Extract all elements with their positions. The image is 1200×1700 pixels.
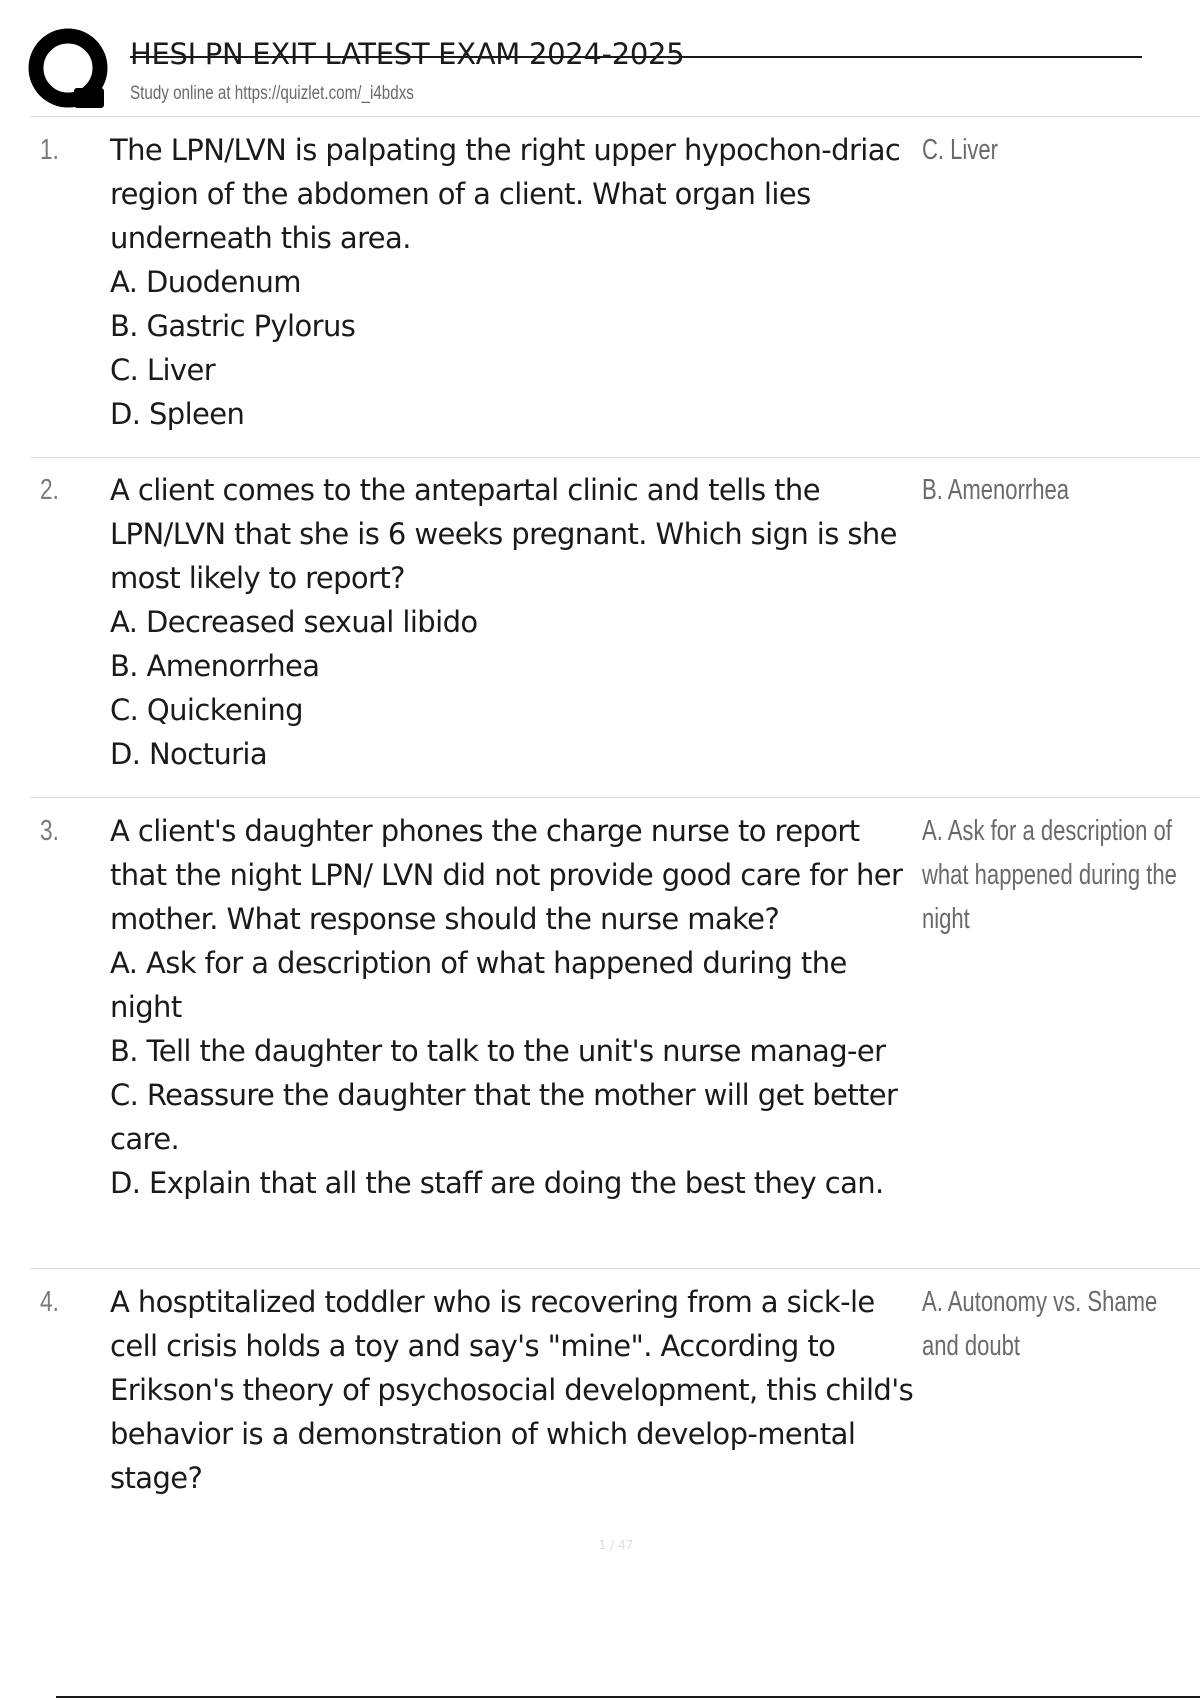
correct-answer: A. Ask for a description of what happened during the night — [922, 815, 1177, 935]
answer-option: A. Ask for a description of what happened during the night — [110, 946, 847, 1024]
answer-option: A. Decreased sexual libido — [110, 605, 478, 639]
question-stem: A client's daughter phones the charge nurse to report that the night LPN/ LVN did not provide good care for her mother. What response should the nurse make? — [110, 814, 903, 936]
question-text — [110, 468, 922, 776]
question-text — [110, 809, 922, 1205]
answer-option: B. Tell the daughter to talk to the unit's nurse manag-er — [110, 1034, 886, 1068]
correct-answer: C. Liver — [922, 134, 998, 166]
answer-option: C. Quickening — [110, 693, 303, 727]
question-stem: A hosptitalized toddler who is recovering from a sick-le cell crisis holds a toy and say's "mine". According to Erikson's theory of psychosocial development, this child's behavior is a demonstration of which develop-mental stage? — [110, 1285, 914, 1495]
answer-option: C. Liver — [110, 353, 216, 387]
quizlet-q-logo-icon — [28, 28, 112, 112]
document-title: HESI PN EXIT LATEST EXAM 2024-2025 — [130, 37, 685, 71]
answer-option: D. Explain that all the staff are doing the best they can. — [110, 1166, 884, 1200]
divider — [30, 457, 1200, 458]
page-number: 1 / 47 — [598, 1538, 634, 1552]
divider — [30, 116, 1200, 117]
question-stem: The LPN/LVN is palpating the right upper hypochon-driac region of the abdomen of a client. What organ lies underneath this area. — [110, 133, 901, 255]
correct-answer: A. Autonomy vs. Shame and doubt — [922, 1286, 1158, 1362]
bottom-rule — [56, 1696, 1200, 1698]
question-number: 4. — [40, 1286, 59, 1318]
answer-option: C. Reassure the daughter that the mother will get better care. — [110, 1078, 898, 1156]
question-number: 1. — [40, 134, 59, 166]
page-header — [28, 28, 1148, 118]
divider — [30, 1268, 1200, 1269]
answer-option: B. Amenorrhea — [110, 649, 320, 683]
divider — [30, 797, 1200, 798]
answer-option: D. Nocturia — [110, 737, 268, 771]
question-number: 3. — [40, 815, 59, 847]
answer-option: D. Spleen — [110, 397, 245, 431]
question-text — [110, 1280, 922, 1500]
correct-answer: B. Amenorrhea — [922, 474, 1070, 506]
study-online-link[interactable]: Study online at https://quizlet.com/_i4bdxs — [130, 83, 414, 104]
answer-option: B. Gastric Pylorus — [110, 309, 356, 343]
question-text — [110, 128, 922, 436]
answer-option: A. Duodenum — [110, 265, 301, 299]
question-stem: A client comes to the antepartal clinic and tells the LPN/LVN that she is 6 weeks pregnant. Which sign is she most likely to report? — [110, 473, 897, 595]
question-number: 2. — [40, 474, 59, 506]
